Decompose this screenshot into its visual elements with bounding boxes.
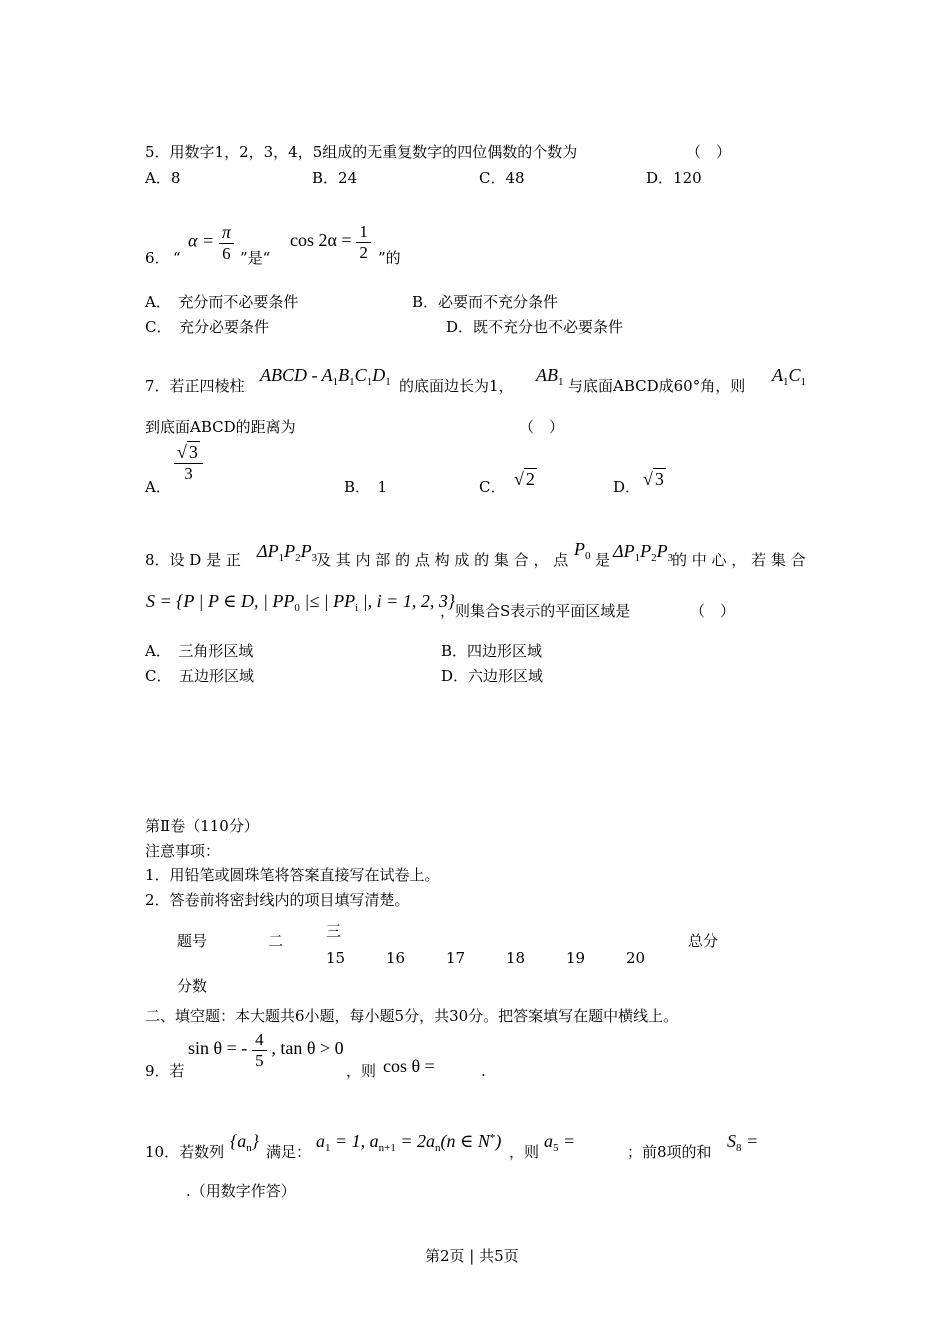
q10-line2: .（用数字作答） [186, 1182, 296, 1200]
q8-option-b: B．四边形区域 [441, 642, 543, 660]
q9-number: 9．若 [145, 1062, 185, 1080]
q6-pi: π [219, 222, 234, 244]
q9-dot: . [481, 1062, 486, 1080]
q7-option-c-sqrt2: √ 2 [514, 469, 535, 489]
q6-number: 6． [145, 249, 170, 267]
q8-option-d: D．六边形区域 [441, 667, 544, 685]
q7-option-c-label: C． [479, 478, 506, 496]
q7-stem-end: 与底面ABCD成60°角，则 [568, 377, 746, 395]
q7-stem-middle: 的底面边长为1， [399, 377, 514, 395]
q9-five: 5 [255, 1050, 264, 1070]
section2-heading: 二、填空题：本大题共6小题，每小题5分，共30分。把答案填写在题中横线上。 [145, 1007, 679, 1025]
q8-option-c: C． 五边形区域 [145, 667, 254, 685]
q7-option-a-value [174, 442, 203, 483]
q6-pi-over-6 [219, 222, 234, 263]
table-col-20: 20 [626, 949, 646, 967]
q8-answer-blank: （ ） [690, 602, 736, 620]
q6-option-d: D．既不充分也不必要条件 [446, 318, 624, 336]
q8-triangle-1: $\Delta P_1P_2P_3$ [257, 541, 318, 564]
q6-six: 6 [222, 243, 231, 263]
table-col-15: 15 [326, 949, 346, 967]
q6-alpha-lhs: α = [188, 230, 215, 251]
q6-option-a: A． 充分而不必要条件 [145, 293, 299, 311]
part2-notes-title: 注意事项： [145, 842, 221, 860]
table-col-19: 19 [566, 949, 586, 967]
q7-ab1: $AB_1$ [536, 365, 564, 388]
q6-option-b: B．必要而不充分条件 [412, 293, 559, 311]
table-header-tihao: 题号 [177, 932, 208, 950]
q8-p0: $P_0$ [574, 539, 591, 562]
q5-option-d: D．120 [646, 169, 702, 187]
q6-cos-formula [290, 222, 371, 262]
q10-satisfy: 满足： [266, 1143, 312, 1161]
q8-stem-end: 的 中 心 ， 若 集 合 [672, 551, 806, 569]
table-col-17: 17 [446, 949, 466, 967]
q5-option-b: B．24 [312, 169, 358, 187]
q8-triangle-2: $\Delta P_1P_2P_3$ [613, 541, 674, 564]
q6-cos-lhs: cos 2α = [290, 230, 352, 251]
q9-sin-lhs: sin θ = - [188, 1038, 248, 1059]
q8-is: 是 [595, 551, 611, 569]
part2-note-1: 1．用铅笔或圆珠笔将答案直接写在试卷上。 [145, 866, 440, 884]
q9-tan-part: , tan θ > 0 [271, 1038, 344, 1059]
part2-note-2: 2．答卷前将密封线内的项目填写清楚。 [145, 891, 410, 909]
q9-condition [188, 1030, 344, 1070]
q6-option-c: C． 充分必要条件 [145, 318, 269, 336]
q5-option-a: A．8 [145, 169, 181, 187]
q5-answer-blank: （ ） [686, 143, 732, 161]
q7-den-3: 3 [184, 463, 193, 483]
q6-open-quote: “ [173, 249, 181, 267]
q8-option-a: A． 三角形区域 [145, 642, 254, 660]
table-col-18: 18 [506, 949, 526, 967]
q6-alpha-formula [188, 222, 234, 263]
q9-four: 4 [252, 1030, 267, 1051]
q5-option-c: C．48 [479, 169, 525, 187]
q10-a5: $a_5$ = [544, 1131, 576, 1154]
q6-two: 2 [359, 242, 368, 262]
table-row-label: 分数 [177, 977, 208, 995]
q9-cos: cos θ = [383, 1056, 435, 1076]
table-header-er: 二 [268, 932, 284, 950]
q8-set-definition: S = {P | P ∈ D, | $PP_0$ |≤ | $PP_i$ |, i = 1, 2, 3} [146, 591, 456, 614]
table-header-total: 总分 [688, 932, 719, 950]
q10-sequence: $\{a_n\}$ [230, 1131, 259, 1154]
q6-mid-text: ”是“ [240, 249, 271, 267]
q10-then: ，则 [509, 1143, 540, 1161]
q6-one: 1 [356, 222, 371, 243]
q8-stem-start: 8．设 D 是 正 [145, 551, 241, 569]
q8-stem-question: ，则集合S表示的平面区域是 [440, 602, 631, 620]
q9-four-fifths [252, 1030, 267, 1070]
table-col-16: 16 [386, 949, 406, 967]
q7-stem-start: 7．若正四棱柱 [145, 377, 245, 395]
table-header-san: 三 [326, 922, 342, 940]
q6-one-half [356, 222, 371, 262]
q7-line2: 到底面ABCD的距离为 [145, 418, 296, 436]
q10-number: 10．若数列 [145, 1143, 225, 1161]
q7-option-a-label: A． [145, 478, 171, 496]
q10-s8: $S_8$ = [727, 1131, 759, 1154]
q7-prism-formula: ABCD - $A_1B_1C_1D_1$ [260, 365, 391, 388]
q7-answer-blank: （ ） [519, 418, 565, 436]
q7-a1c1: $A_1C_1$ [772, 365, 807, 388]
q8-stem-middle: 及 其 内 部 的 点 构 成 的 集 合 ， 点 [316, 551, 569, 569]
q5-stem: 5．用数字1，2，3，4，5组成的无重复数字的四位偶数的个数为 [145, 143, 578, 161]
page-footer: 第2页 | 共5页 [425, 1247, 519, 1265]
q7-sqrt3: √ 3 [174, 442, 203, 464]
q10-recurrence: $a_1 = 1$, $a_{n+1} = 2a_n(n$ ∈ N*) [316, 1131, 502, 1154]
q7-option-d-sqrt3: √ 3 [643, 469, 664, 489]
q10-first8-sum: ；前8项的和 [627, 1143, 712, 1161]
part2-title: 第Ⅱ卷（110分） [145, 817, 259, 835]
q9-then: ，则 [346, 1062, 377, 1080]
q7-option-b: B． 1 [344, 478, 388, 496]
q7-sqrt3-over-3 [174, 442, 203, 483]
q7-option-d-label: D． [613, 478, 641, 496]
q6-end-text: ”的 [378, 249, 401, 267]
